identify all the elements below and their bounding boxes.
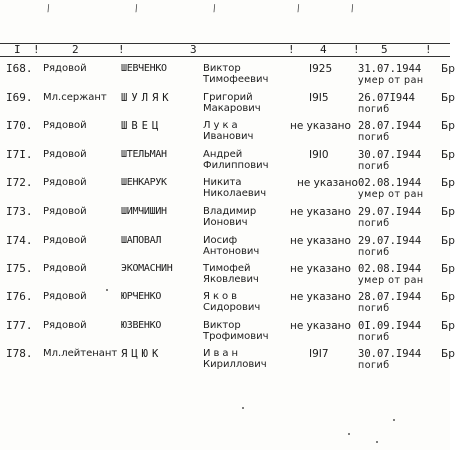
row-patronymic: Яковлевич [203,274,259,285]
row-number: I78. [6,347,33,360]
row-death-cause: умер от ран [358,189,424,200]
row-birth-year: I9I5 [309,92,329,104]
row-burial-cut: Бр [441,63,455,75]
row-number: I74. [6,234,33,247]
header-separator: ! [425,43,432,56]
ink-tick: / [348,3,357,15]
table-row [0,290,455,319]
scan-speck [242,407,244,409]
row-patronymic: Сидорович [203,302,261,313]
header-col-2: 2 [72,43,79,56]
table-row [0,176,455,205]
row-death-date: 26.07I944 [358,92,415,104]
row-first-name: Владимир [203,206,257,217]
row-rank: Мл.лейтенант [43,348,118,359]
row-surname: ШЕВЧЕНКО [121,63,167,74]
ink-tick: / [132,3,141,15]
row-burial-cut: Бр [441,348,455,360]
row-birth-year: не указано [290,263,351,275]
row-birth-year: не указано [290,206,351,218]
row-surname: ЮЗВЕНКО [121,320,162,331]
row-burial-cut: Бр [441,120,455,132]
row-death-date: 31.07.1944 [358,63,422,75]
row-number: I70. [6,119,33,132]
ink-tick: / [210,3,219,15]
row-burial-cut: Бр [441,263,455,275]
row-first-name: Иосиф [203,235,238,246]
row-birth-year: I9I7 [309,348,329,360]
row-birth-year: не указано [290,320,351,332]
table-row [0,148,455,177]
header-col-5: 5 [381,43,388,56]
row-surname: ШЕНКАРУК [121,177,167,188]
row-first-name: Никита [203,177,242,188]
row-death-date: 28.07.I944 [358,120,422,132]
row-death-date: 29.07.I944 [358,235,422,247]
header-separator: ! [353,43,360,56]
row-birth-year: не указано [297,177,358,189]
row-patronymic: Трофимович [203,331,269,342]
table-row [0,205,455,234]
row-rank: Рядовой [43,291,87,302]
row-death-date: 0I.09.I944 [358,320,422,332]
row-death-cause: погиб [358,218,390,229]
row-surname: ШАПОВАЛ [121,235,162,246]
header-col-3: 3 [190,43,197,56]
row-death-cause: погиб [358,303,390,314]
row-death-date: 29.07.I944 [358,206,422,218]
row-death-date: 30.07.I944 [358,348,422,360]
header-separator: ! [33,43,40,56]
row-first-name: Григорий [203,92,253,103]
row-birth-year: не указано [290,120,351,132]
row-death-date: 30.07.I944 [358,149,422,161]
table-row [0,262,455,291]
row-number: I73. [6,205,33,218]
row-death-date: 02.08.I944 [358,263,422,275]
row-burial-cut: Бр [441,291,455,303]
row-rank: Рядовой [43,206,87,217]
row-patronymic: Ионович [203,217,248,228]
row-death-cause: погиб [358,161,390,172]
header-bottom-rule [0,56,450,57]
row-first-name: Яков [203,291,240,302]
row-number: I72. [6,176,33,189]
header-separator: ! [288,43,295,56]
row-burial-cut: Бр [441,235,455,247]
row-patronymic: Кириллович [203,359,267,370]
scan-speck [376,441,378,443]
row-surname: ЮРЧЕНКО [121,291,162,302]
row-patronymic: Иванович [203,131,254,142]
row-number: I75. [6,262,33,275]
row-patronymic: Филиппович [203,160,269,171]
row-rank: Рядовой [43,120,87,131]
row-first-name: Иван [203,348,242,359]
ink-tick: / [294,3,303,15]
row-number: I7I. [6,148,33,161]
row-surname: ШИМЧИШИН [121,206,167,217]
table-row [0,234,455,263]
row-surname: ЯЦЮК [121,348,163,360]
header-separator: ! [118,43,125,56]
row-first-name: Андрей [203,149,243,160]
row-death-cause: умер от ран [358,75,424,86]
row-rank: Рядовой [43,235,87,246]
row-birth-year: I9I0 [309,149,329,161]
row-burial-cut: Бр [441,206,455,218]
row-burial-cut: Бр [441,177,455,189]
row-death-cause: погиб [358,332,390,343]
row-birth-year: не указано [290,235,351,247]
row-death-date: 28.07.I944 [358,291,422,303]
row-birth-year: I925 [309,63,333,75]
scan-speck [106,289,108,291]
table-row [0,347,455,376]
row-rank: Рядовой [43,149,87,160]
table-row [0,91,455,120]
row-number: I76. [6,290,33,303]
row-death-cause: погиб [358,360,390,371]
row-burial-cut: Бр [441,320,455,332]
row-rank: Рядовой [43,177,87,188]
row-patronymic: Антонович [203,246,260,257]
row-rank: Рядовой [43,320,87,331]
table-row [0,119,455,148]
header-col-4: 4 [320,43,327,56]
ink-tick: / [44,3,53,15]
row-death-cause: погиб [358,104,390,115]
table-row [0,62,455,91]
row-surname: ШВЕЦ [121,120,163,132]
row-patronymic: Макарович [203,103,261,114]
row-first-name: Виктор [203,320,241,331]
row-surname: ШУЛЯК [121,92,173,104]
row-death-cause: погиб [358,247,390,258]
row-first-name: Лука [203,120,241,131]
scan-speck [348,433,350,435]
row-surname: ШТЕЛЬМАН [121,149,167,160]
row-death-cause: погиб [358,132,390,143]
header-col-1: I [14,43,21,56]
row-patronymic: Николаевич [203,188,267,199]
row-birth-year: не указано [290,291,351,303]
row-rank: Рядовой [43,63,87,74]
row-first-name: Тимофей [203,263,251,274]
row-rank: Мл.сержант [43,92,107,103]
row-number: I68. [6,62,33,75]
row-burial-cut: Бр [441,149,455,161]
row-death-date: 02.08.1944 [358,177,422,189]
row-death-cause: умер от ран [358,275,424,286]
scan-speck [393,419,395,421]
row-burial-cut: Бр [441,92,455,104]
row-rank: Рядовой [43,263,87,274]
table-row [0,319,455,348]
row-patronymic: Тимофеевич [203,74,269,85]
row-first-name: Виктор [203,63,241,74]
row-surname: ЭКОМАСНИН [121,263,173,274]
row-number: I69. [6,91,33,104]
row-number: I77. [6,319,33,332]
